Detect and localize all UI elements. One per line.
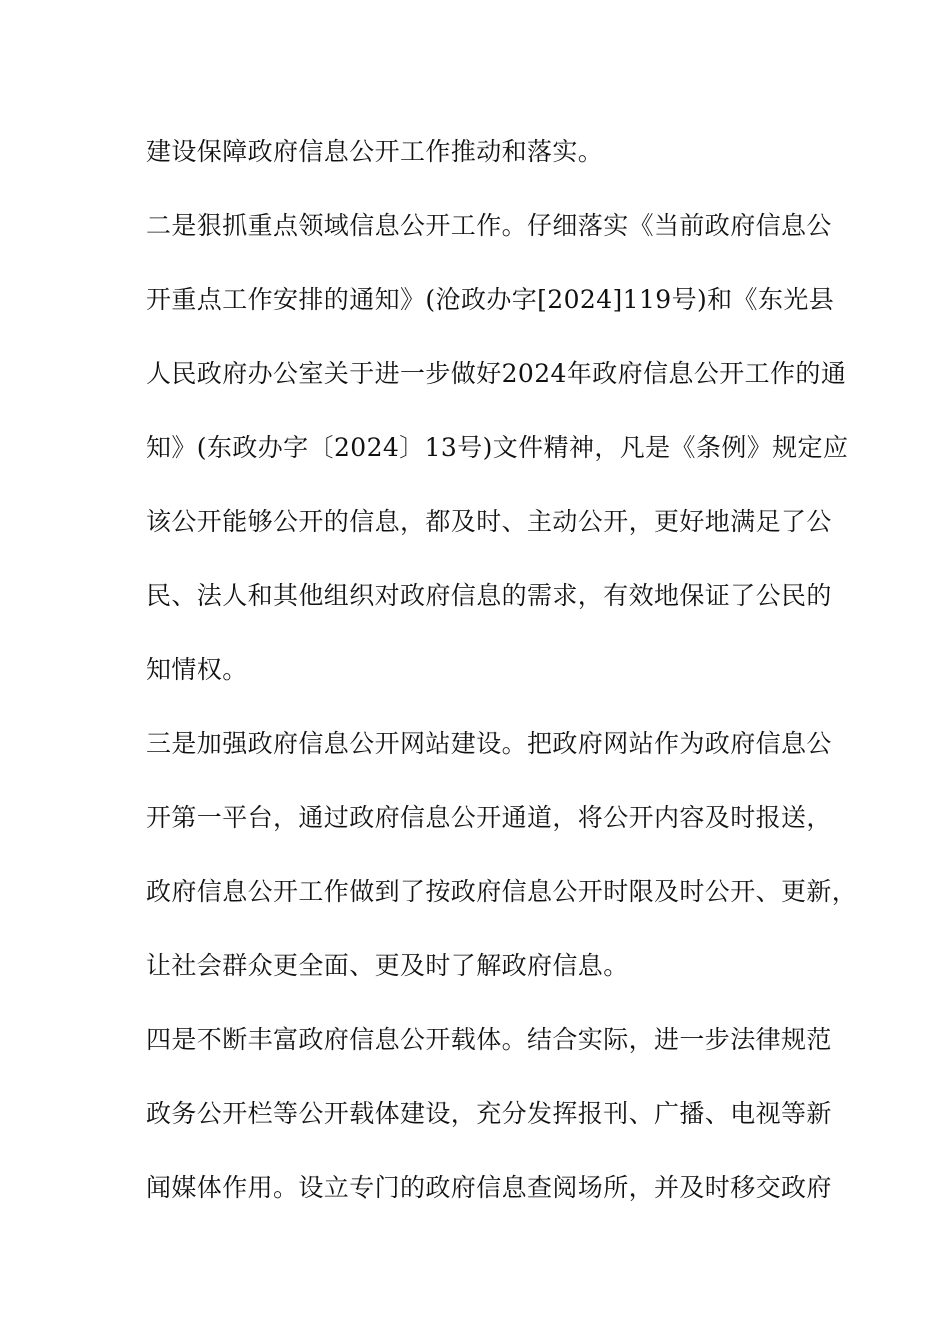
text-line: 民、法人和其他组织对政府信息的需求，有效地保证了公民的 [146,581,832,610]
text-line: 二是狠抓重点领域信息公开工作。仔细落实《当前政府信息公 [146,211,832,240]
text-line: 知》(东政办字〔2024〕13号)文件精神，凡是《条例》规定应 [146,433,849,462]
document-body [146,127,858,1237]
text-line: 建设保障政府信息公开工作推动和落实。 [146,137,604,166]
text-line: 让社会群众更全面、更及时了解政府信息。 [146,951,629,980]
text-line: 闻媒体作用。设立专门的政府信息查阅场所，并及时移交政府 [146,1173,832,1202]
text-line: 政府信息公开工作做到了按政府信息公开时限及时公开、更新， [146,877,858,906]
text-line: 人民政府办公室关于进一步做好2024年政府信息公开工作的通 [146,359,847,388]
text-line: 三是加强政府信息公开网站建设。把政府网站作为政府信息公 [146,729,832,758]
text-line: 四是不断丰富政府信息公开载体。结合实际，进一步法律规范 [146,1025,832,1054]
text-line: 知情权。 [146,655,248,684]
text-line: 开第一平台，通过政府信息公开通道，将公开内容及时报送， [146,803,832,832]
text-line: 政务公开栏等公开载体建设，充分发挥报刊、广播、电视等新 [146,1099,832,1128]
text-line: 该公开能够公开的信息，都及时、主动公开，更好地满足了公 [146,507,832,536]
text-line: 开重点工作安排的通知》(沧政办字[2024]119号)和《东光县 [146,285,835,314]
